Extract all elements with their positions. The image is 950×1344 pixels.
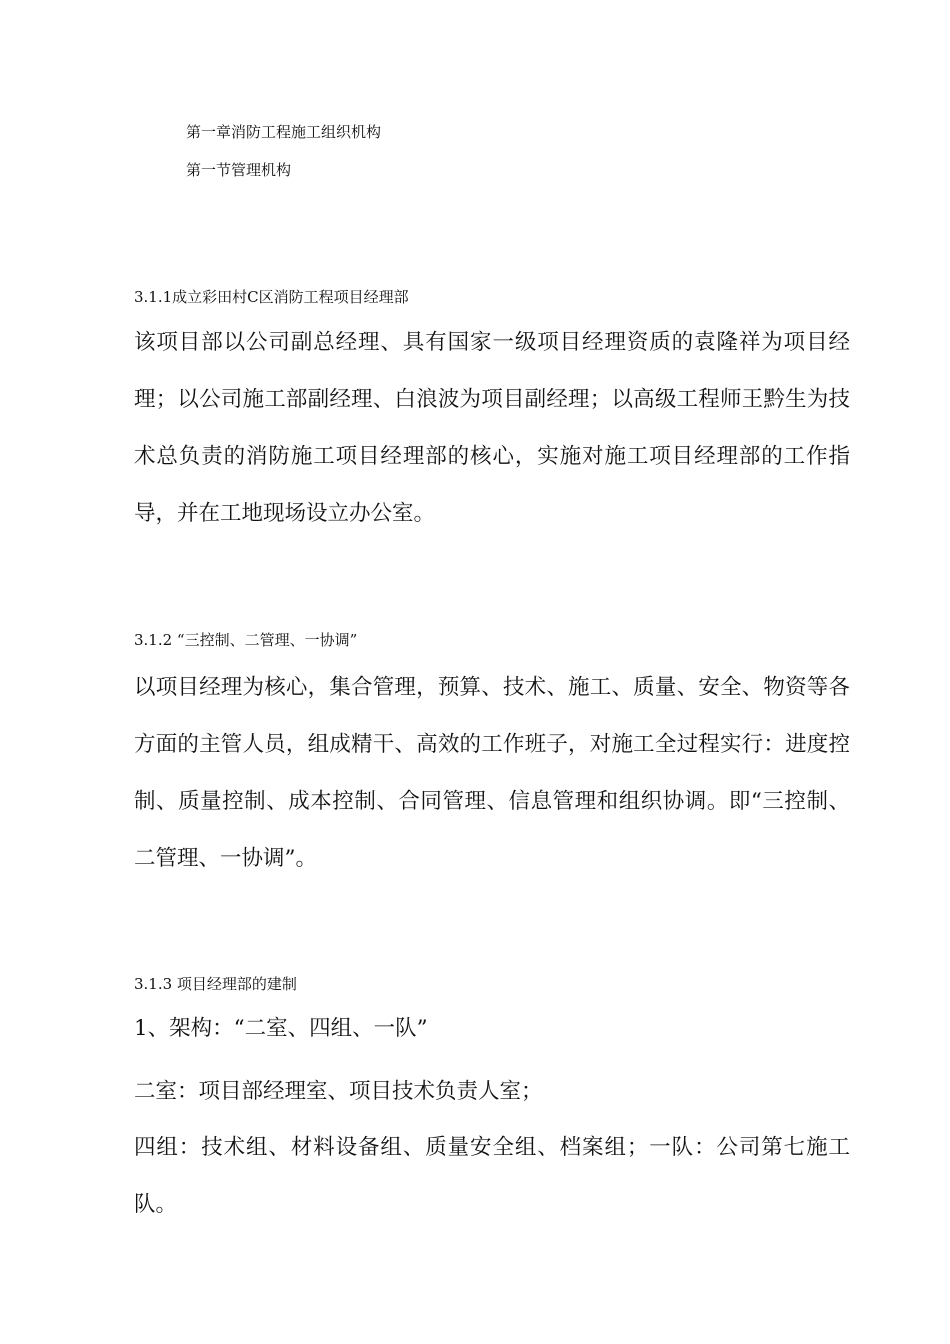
structure-line: 1、架构：“二室、四组、一队” bbox=[134, 1016, 428, 1041]
section-3-1-2-paragraph: 以项目经理为核心，集合管理，预算、技术、施工、质量、安全、物资等各方面的主管人员，组成精干、高效的工作班子，对施工全过程实行：进度控制、质量控制、成本控制、合同管理、信息管理和组织协调。即“三控制、二管理、一协调”。 bbox=[134, 675, 850, 871]
section-3-1-2-heading: 3.1.2 “三控制、二管理、一协调” bbox=[134, 631, 358, 649]
section-3-1-3-heading: 3.1.3 项目经理部的建制 bbox=[134, 975, 297, 993]
section-3-1-1-heading: 3.1.1成立彩田村C区消防工程项目经理部 bbox=[134, 288, 409, 306]
groups-paragraph: 四组：技术组、材料设备组、质量安全组、档案组；一队：公司第七施工队。 bbox=[134, 1135, 850, 1217]
section-3-1-1-paragraph: 该项目部以公司副总经理、具有国家一级项目经理资质的袁隆祥为项目经理；以公司施工部副经理、白浪波为项目副经理；以高级工程师王黔生为技术总负责的消防施工项目经理部的核心，实施对施工项目经理部的工作指导，并在工地现场设立办公室。 bbox=[134, 330, 850, 526]
section-title: 第一节管理机构 bbox=[186, 161, 292, 179]
rooms-line: 二室：项目部经理室、项目技术负责人室； bbox=[134, 1079, 543, 1104]
chapter-title: 第一章消防工程施工组织机构 bbox=[186, 123, 382, 141]
